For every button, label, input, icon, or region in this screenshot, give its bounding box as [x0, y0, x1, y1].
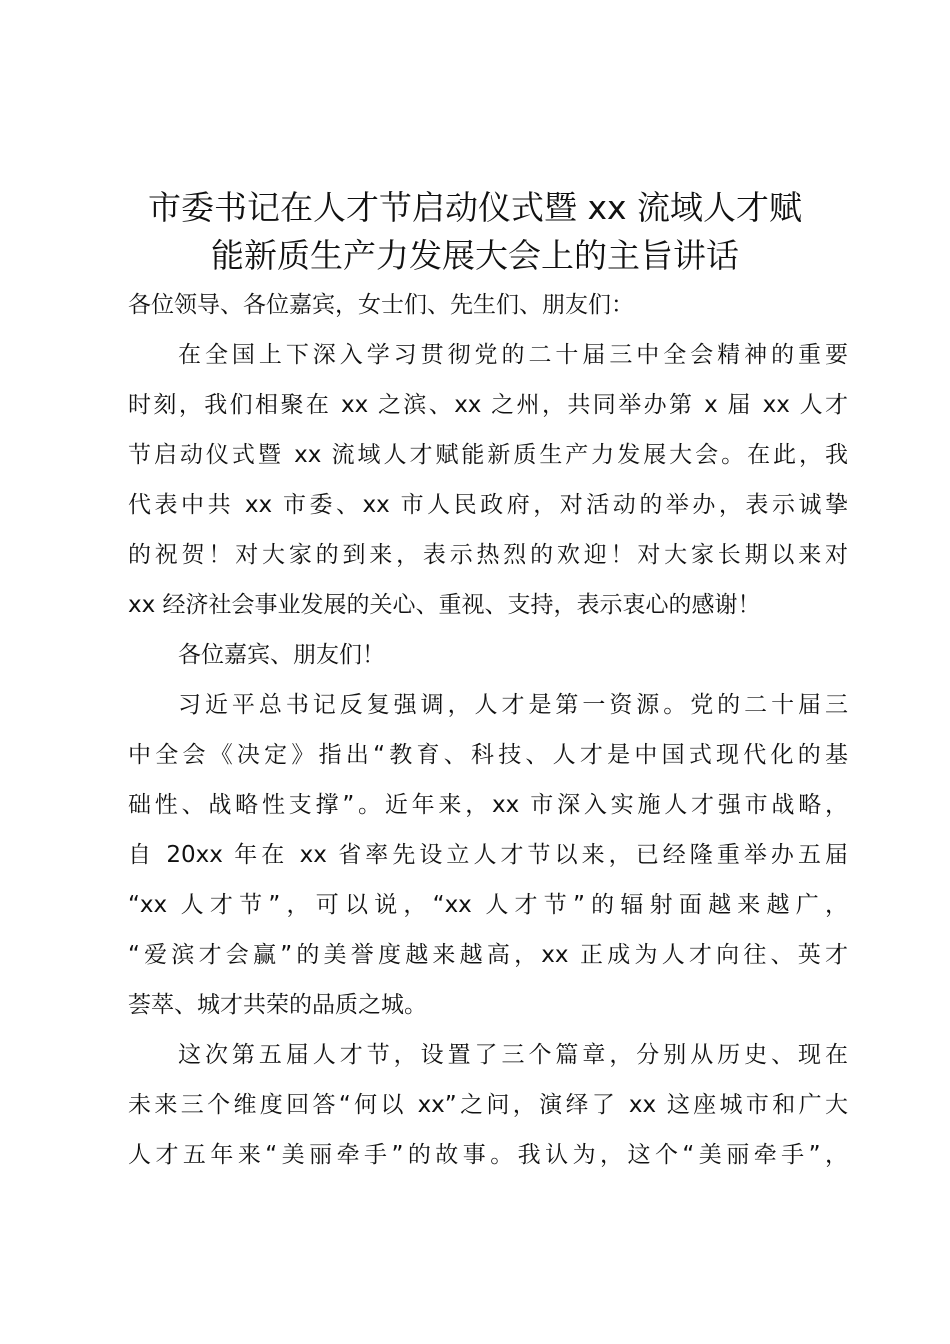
salutation: 各位领导、各位嘉宾，女士们、先生们、朋友们： — [128, 292, 634, 318]
paragraph-3-line-7: 荟萃、城才共荣的品质之城。 — [128, 992, 427, 1018]
paragraph-3-line-1: 习近平总书记反复强调，人才是第一资源。党的二十届三 — [178, 692, 848, 718]
paragraph-4-line-1: 这次第五届人才节，设置了三个篇章，分别从历史、现在 — [178, 1042, 848, 1068]
paragraph-4-line-2: 未来三个维度回答“何以 xx”之问，演绎了 xx 这座城市和广大 — [128, 1092, 848, 1118]
paragraph-3-line-3: 础性、战略性支撑”。近年来，xx 市深入实施人才强市战略， — [128, 792, 848, 818]
paragraph-3-line-2: 中全会《决定》指出“教育、科技、人才是中国式现代化的基 — [128, 742, 848, 768]
paragraph-1-line-4: 代表中共 xx 市委、xx 市人民政府，对活动的举办，表示诚挚 — [128, 492, 848, 518]
paragraph-4-line-3: 人才五年来“美丽牵手”的故事。我认为，这个“美丽牵手”， — [128, 1142, 848, 1168]
paragraph-1-line-2: 时刻，我们相聚在 xx 之滨、xx 之州，共同举办第 x 届 xx 人才 — [128, 392, 848, 418]
document-title-line-2: 能新质生产力发展大会上的主旨讲话 — [211, 236, 739, 275]
paragraph-1-line-5: 的祝贺！对大家的到来，表示热烈的欢迎！对大家长期以来对 — [128, 542, 848, 568]
paragraph-3-line-5: “xx 人才节”，可以说，“xx 人才节”的辐射面越来越广， — [128, 892, 848, 918]
paragraph-3-line-6: “爱滨才会赢”的美誉度越来越高，xx 正成为人才向往、英才 — [128, 942, 848, 968]
paragraph-1-line-1: 在全国上下深入学习贯彻党的二十届三中全会精神的重要 — [178, 342, 848, 368]
paragraph-1-line-3: 节启动仪式暨 xx 流域人才赋能新质生产力发展大会。在此，我 — [128, 442, 848, 468]
document-title-line-1: 市委书记在人才节启动仪式暨 xx 流域人才赋 — [147, 188, 803, 227]
paragraph-3-line-4: 自 20xx 年在 xx 省率先设立人才节以来，已经隆重举办五届 — [128, 842, 848, 868]
paragraph-1-line-6: xx 经济社会事业发展的关心、重视、支持，表示衷心的感谢！ — [128, 592, 761, 618]
paragraph-2-salutation: 各位嘉宾、朋友们！ — [178, 642, 385, 668]
